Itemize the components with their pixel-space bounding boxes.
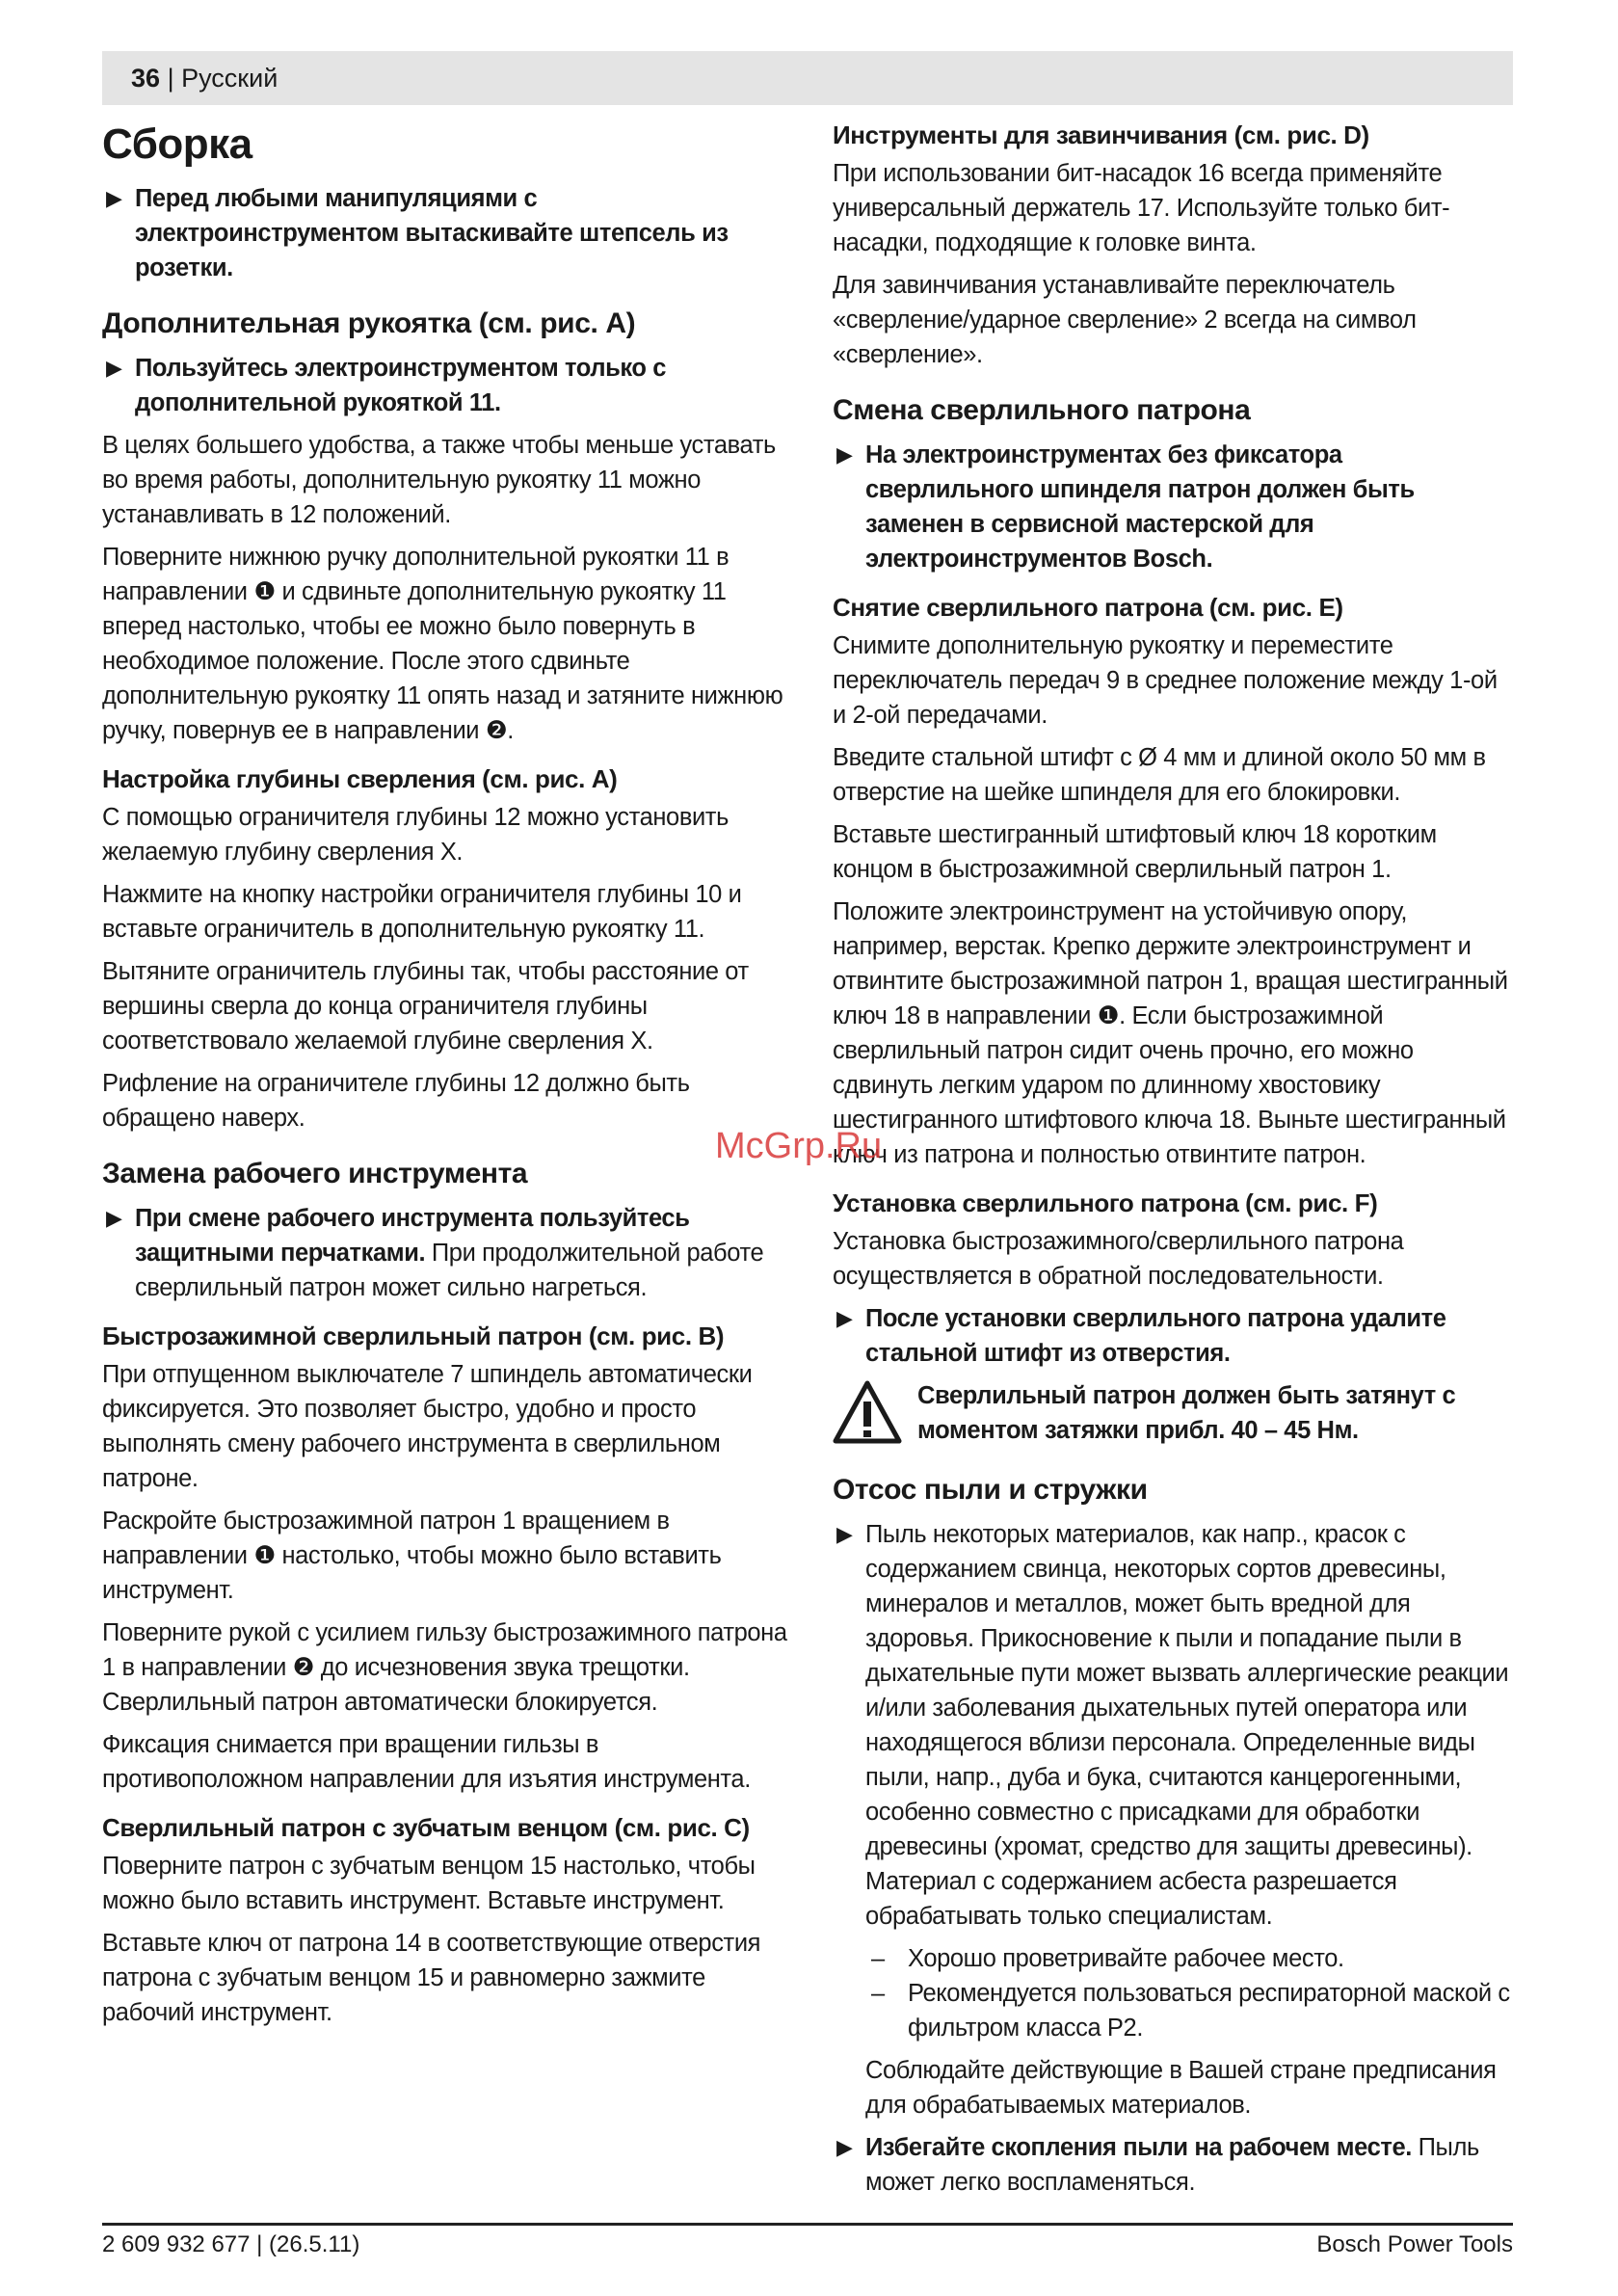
- section-heading: Смена сверлильного патрона: [833, 394, 1251, 426]
- dash-text: Хорошо проветривайте рабочее место.: [908, 1945, 1344, 1972]
- triangle-right-icon: ▶: [836, 1306, 853, 1330]
- bullet-text: При продолжительной работе сверлильный патрон может сильно нагреться.: [135, 1240, 764, 1301]
- paragraph: Раскройте быстрозажимной патрон 1 вращением в направлении ❶ настолько, чтобы можно было вставить инструмент.: [102, 1508, 722, 1604]
- subsection-heading: Инструменты для завинчивания (см. рис. D): [833, 120, 1369, 149]
- paragraph: Фиксация снимается при вращении гильзы в противоположном направлении для изъятия инструмента.: [102, 1731, 751, 1793]
- bullet-text: После установки сверлильного патрона удалите стальной штифт из отверстия.: [865, 1305, 1446, 1367]
- triangle-right-icon: ▶: [106, 356, 122, 380]
- page-header: [102, 51, 1513, 105]
- list-item: [102, 1201, 788, 1305]
- warning-triangle-icon: [833, 1380, 902, 1444]
- subsection-heading: Быстрозажимной сверлильный патрон (см. рис. B): [102, 1322, 725, 1350]
- paragraph: С помощью ограничителя глубины 12 можно установить желаемую глубину сверления X.: [102, 804, 729, 866]
- paragraph: Нажмите на кнопку настройки ограничителя глубины 10 и вставьте ограничитель в дополнительную рукоятку 11.: [102, 881, 742, 943]
- subsection-heading: Установка сверлильного патрона (см. рис. F): [833, 1188, 1378, 1217]
- triangle-right-icon: ▶: [836, 442, 853, 467]
- footer-brand: Bosch Power Tools: [1316, 2231, 1513, 2257]
- warning-text: Сверлильный патрон должен быть затянут с моментом затяжки прибл. 40 – 45 Нм.: [917, 1382, 1456, 1444]
- bullet-bold-text: При смене рабочего инструмента пользуйтесь защитными перчатками.: [135, 1205, 690, 1267]
- subsection-heading: Сверлильный патрон с зубчатым венцом (см. рис. C): [102, 1813, 750, 1842]
- left-column: [102, 114, 788, 2038]
- paragraph: При отпущенном выключателе 7 шпиндель автоматически фиксируется. Это позволяет быстро, удобно и просто выполнять смену рабочего инструмента в сверлильном патроне.: [102, 1361, 753, 1492]
- dash-item: [833, 1976, 1513, 2045]
- paragraph: Положите электроинструмент на устойчивую опору, например, верстак. Крепко держите электроинструмент и отвинтите быстрозажимной патрон 1, вращая шестигранный ключ 18 в направлении ❶. Если быстрозажимной сверлильный патрон сидит очень прочно, его можно сдвинуть легким ударом по длинному хвостовику шестигранного штифтового ключа 18. Выньте шестигранный ключ из патрона и полностью отвинтите патрон.: [833, 898, 1508, 1168]
- right-column: [833, 118, 1513, 2207]
- paragraph: Соблюдайте действующие в Вашей стране предписания для обрабатываемых материалов.: [865, 2057, 1497, 2119]
- dash-text: Рекомендуется пользоваться респираторной маской с фильтром класса P2.: [908, 1980, 1510, 2042]
- paragraph: При использовании бит-насадок 16 всегда применяйте универсальный держатель 17. Используйте только бит-насадки, подходящие к головке винта.: [833, 160, 1450, 256]
- paragraph: Вытяните ограничитель глубины так, чтобы расстояние от вершины сверла до конца ограничителя глубины соответствовало желаемой глубине сверления X.: [102, 958, 749, 1055]
- list-item: [102, 351, 788, 420]
- footer-doc-number: 2 609 932 677 | (26.5.11): [102, 2231, 360, 2257]
- bullet-text: Пыль некоторых материалов, как напр., красок с содержанием свинца, некоторых сортов древесины, минералов и металлов, может быть вредной для здоровья. Прикосновение к пыли и попадание пыли в дыхательные пути может вызвать аллергические реакции и/или заболевания дыхательных путей оператора или находящегося вблизи персонала. Определенные виды пыли, напр., дуба и бука, считаются канцерогенными, особенно совместно с присадками для обработки древесины (хромат, средство для защиты древесины). Материал с содержанием асбеста разрешается обрабатывать только специалистам.: [865, 1521, 1509, 1930]
- bullet-text: Пользуйтесь электроинструментом только с дополнительной рукояткой 11.: [135, 355, 667, 416]
- paragraph: Вставьте шестигранный штифтовый ключ 18 коротким концом в быстрозажимной сверлильный патрон 1.: [833, 821, 1437, 883]
- list-item: [833, 2130, 1513, 2200]
- bullet-text: Пыль может легко воспламеняться.: [865, 2134, 1479, 2196]
- section-heading: Отсос пыли и стружки: [833, 1474, 1148, 1506]
- list-item: [102, 181, 788, 285]
- triangle-right-icon: ▶: [106, 186, 122, 210]
- triangle-right-icon: ▶: [836, 1522, 853, 1546]
- dash-marker: –: [871, 1945, 885, 1972]
- list-item: [833, 1301, 1513, 1371]
- paragraph: В целях большего удобства, а также чтобы меньше уставать во время работы, дополнительную рукоятку 11 можно устанавливать в 12 положений.: [102, 432, 776, 528]
- paragraph: Введите стальной штифт с Ø 4 мм и длиной около 50 мм в отверстие на шейке шпинделя для его блокировки.: [833, 744, 1486, 806]
- paragraph: Вставьте ключ от патрона 14 в соответствующие отверстия патрона с зубчатым венцом 15 и равномерно зажмите рабочий инструмент.: [102, 1930, 761, 2026]
- list-item: [833, 1517, 1513, 1934]
- paragraph: Снимите дополнительную рукоятку и переместите переключатель передач 9 в среднее положение между 1-ой и 2-ой передачами.: [833, 632, 1498, 729]
- paragraph: Поверните нижнюю ручку дополнительной рукоятки 11 в направлении ❶ и сдвиньте дополнительную рукоятку 11 вперед настолько, чтобы ее можно было повернуть в необходимое положение. После этого сдвиньте дополнительную рукоятку 11 опять назад и затяните нижнюю ручку, повернув ее в направлении ❷.: [102, 544, 783, 744]
- subsection-heading: Снятие сверлильного патрона (см. рис. E): [833, 593, 1343, 622]
- section-heading: Дополнительная рукоятка (см. рис. A): [102, 307, 636, 339]
- paragraph: Для завинчивания устанавливайте переключатель «сверление/ударное сверление» 2 всегда на символ «сверление».: [833, 272, 1417, 368]
- header-text: [131, 61, 278, 95]
- paragraph: Рифление на ограничителе глубины 12 должно быть обращено наверх.: [102, 1070, 690, 1132]
- paragraph: Поверните патрон с зубчатым венцом 15 настолько, чтобы можно было вставить инструмент. Вставьте инструмент.: [102, 1853, 756, 1914]
- triangle-right-icon: ▶: [836, 2135, 853, 2159]
- bullet-bold-text: Избегайте скопления пыли на рабочем месте.: [865, 2134, 1412, 2161]
- triangle-right-icon: ▶: [106, 1206, 122, 1230]
- paragraph: Установка быстрозажимного/сверлильного патрона осуществляется в обратной последовательности.: [833, 1228, 1404, 1290]
- bullet-text: Перед любыми манипуляциями с электроинструментом вытаскивайте штепсель из розетки.: [135, 185, 729, 281]
- footer-divider: [102, 2223, 1513, 2226]
- section-title: Сборка: [102, 120, 252, 168]
- watermark: McGrp.Ru: [715, 1126, 883, 1166]
- subsection-heading: Настройка глубины сверления (см. рис. A): [102, 764, 618, 793]
- warning-note: [833, 1378, 1513, 1452]
- dash-marker: –: [871, 1980, 885, 2007]
- paragraph: Поверните рукой с усилием гильзу быстрозажимного патрона 1 в направлении ❷ до исчезновения звука трещотки. Сверлильный патрон автоматически блокируется.: [102, 1619, 787, 1716]
- dash-item: [833, 1941, 1513, 1976]
- section-heading: Замена рабочего инструмента: [102, 1158, 528, 1189]
- header-language: Русский: [181, 64, 279, 93]
- bullet-text: На электроинструментах без фиксатора сверлильного шпинделя патрон должен быть заменен в сервисной мастерской для электроинструментов Bosch.: [865, 441, 1415, 573]
- list-item: [833, 438, 1513, 576]
- page-number: 36: [131, 64, 161, 93]
- header-separator: |: [167, 64, 174, 93]
